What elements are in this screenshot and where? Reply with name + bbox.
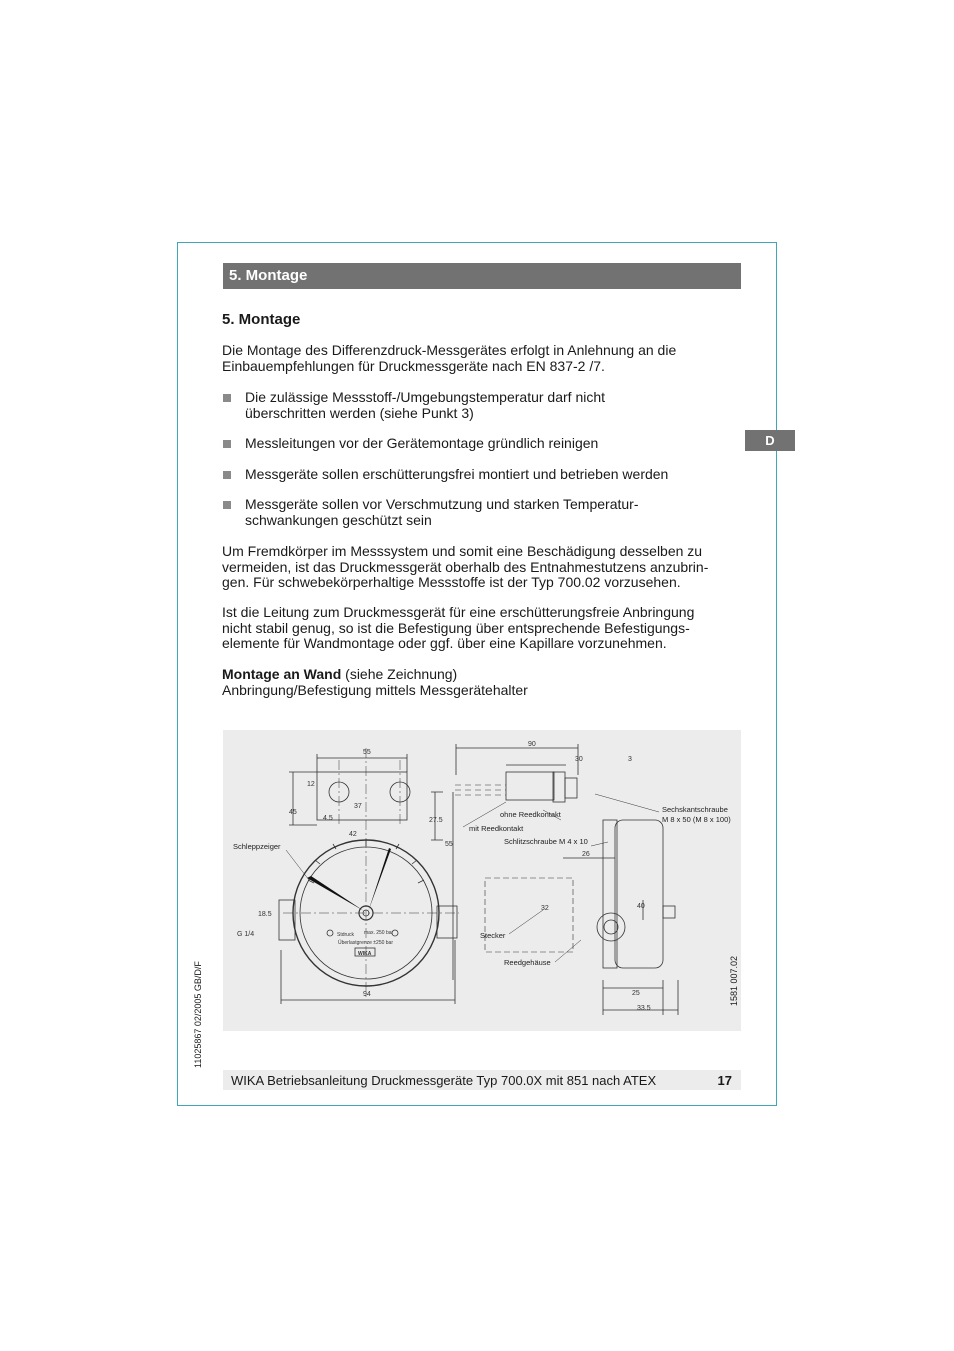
dim-label: 42	[349, 831, 357, 838]
gauge-case-side	[615, 820, 663, 968]
dim-label: 33.5	[637, 1005, 651, 1012]
dim-label: 55	[363, 749, 371, 756]
section-header: 5. Montage	[223, 263, 741, 289]
dim-label: 90	[528, 741, 536, 748]
dim-label: 32	[541, 905, 549, 912]
connector-nut	[597, 913, 625, 941]
label-hex-screw-size: M 8 x 50 (M 8 x 100)	[662, 815, 731, 824]
label-slotted-screw: Schlitzschraube M 4 x 10	[504, 837, 588, 846]
bullet-square-icon	[223, 394, 231, 402]
paragraph-mounting: Ist die Leitung zum Druckmessgerät für eine erschütterungsfreie Anbringung nicht stabil genug, so ist die Befestigung über entsprechende Befestigungs- elemente für Wandmontage oder ggf. über eine Kapillare vorzunehmen.	[222, 604, 695, 651]
dim-label: 12	[307, 781, 315, 788]
dim-label: 37	[354, 803, 362, 810]
dim-label: G 1/4	[237, 931, 255, 938]
process-port-left	[279, 900, 295, 940]
paragraph-foreign-bodies: Um Fremdkörper im Messsystem und somit eine Beschädigung desselben zu vermeiden, ist das Druckmessgerät oberhalb des Entnahmestutzens anzubrin- gen. Für schwebekörperhaltige Messstoffe ist der Typ 700.02 vorzusehen.	[222, 543, 709, 590]
language-tab: D	[745, 430, 795, 451]
intro-line: Die Montage des Differenzdruck-Messgerätes erfolgt in Anlehnung an die	[222, 342, 677, 358]
label-reed-housing: Reedgehäuse	[504, 958, 551, 967]
drawing-svg	[223, 730, 741, 1031]
mount-bracket	[317, 772, 407, 820]
bullet-square-icon	[223, 440, 231, 448]
main-pointer	[368, 848, 391, 912]
dim-label: 55	[445, 841, 453, 848]
drag-pointer	[307, 876, 364, 911]
dim-label: 25	[632, 990, 640, 997]
technical-drawing	[223, 730, 741, 1031]
dial-text: max. 250 bar	[364, 930, 394, 936]
wall-mount-note: Montage an Wand (siehe Zeichnung) Anbringung/Befestigung mittels Messgerätehalter	[222, 666, 528, 698]
wika-logo: WIKA	[358, 951, 372, 957]
reed-housing-top	[506, 772, 554, 800]
dial-text: Überlastgrenze ±250 bar	[338, 940, 393, 946]
page-number: 17	[717, 1073, 732, 1088]
label-without-reed: ohne Reedkontakt	[500, 810, 561, 819]
dim-label: 18.5	[258, 911, 272, 918]
wall-mount-title: Montage an Wand	[222, 666, 342, 682]
dim-label: 94	[363, 991, 371, 998]
bullet-square-icon	[223, 501, 231, 509]
dim-label: 26	[582, 851, 590, 858]
footer-text: WIKA Betriebsanleitung Druckmessgeräte Typ 700.0X mit 851 nach ATEX	[231, 1073, 657, 1088]
process-port-right	[437, 906, 457, 938]
pointers	[307, 848, 391, 912]
dim-label: 45	[289, 809, 297, 816]
dim-label: 40	[637, 903, 645, 910]
intro-line: Einbauempfehlungen für Druckmessgeräte nach EN 837-2 /7.	[222, 357, 605, 374]
dial-text: Stdruck	[337, 932, 354, 938]
dim-label: 27.5	[429, 817, 443, 824]
document-code: 11025867 02/2005 GB/D/F	[193, 961, 203, 1068]
dim-label: 4.5	[323, 815, 333, 822]
connector-outline	[485, 878, 573, 952]
intro-paragraph	[222, 343, 742, 374]
label-drag-pointer: Schleppzeiger	[233, 842, 281, 851]
section-title: 5. Montage	[222, 311, 301, 328]
bullet-square-icon	[223, 471, 231, 479]
dim-label: 30	[575, 756, 583, 763]
label-hex-screw: Sechskantschraube	[662, 805, 728, 814]
dim-label: 3	[628, 756, 632, 763]
page-footer	[223, 1070, 741, 1090]
hex-screw-head	[565, 778, 577, 798]
label-with-reed: mit Reedkontakt	[469, 824, 524, 833]
label-plug: Stecker	[480, 931, 506, 940]
figure-number: 1581 007.02	[729, 955, 739, 1006]
